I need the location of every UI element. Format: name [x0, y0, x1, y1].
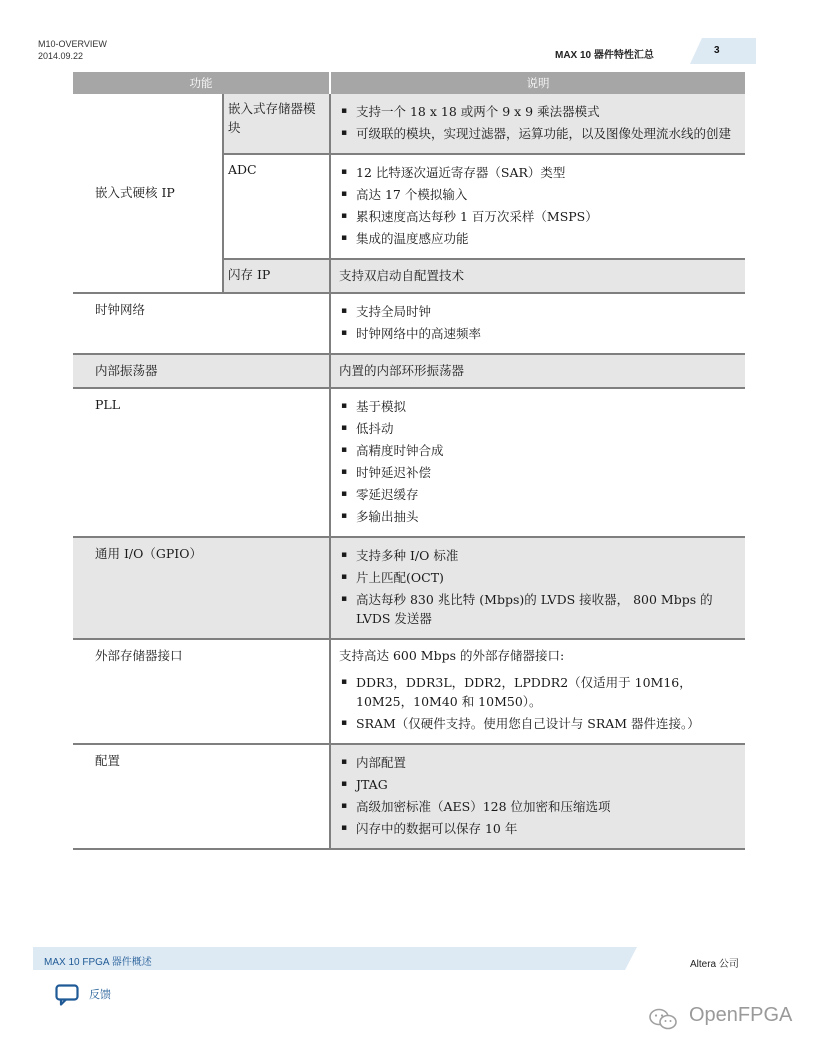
page-number-tab — [690, 38, 756, 64]
bullet-list — [339, 302, 737, 343]
list-item: ▪ JTAG — [339, 775, 737, 794]
list-item: ▪ 闪存中的数据可以保存 10 年 — [339, 819, 737, 838]
feature-hardcore-ip: 嵌入式硬核 IP — [73, 94, 223, 293]
table-header-row — [73, 72, 745, 94]
footer-company: Altera 公司 — [690, 959, 739, 970]
page-number: 3 — [714, 45, 720, 56]
list-item: ▪ 高达 17 个模拟输入 — [339, 185, 737, 204]
feature-gpio: 通用 I/O（GPIO） — [73, 537, 330, 639]
list-item: ▪ 可级联的模块，实现过滤器，运算功能，以及图像处理流水线的创建 — [339, 124, 737, 143]
list-item: ▪ 高达每秒 830 兆比特 (Mbps)的 LVDS 接收器， 800 Mbps 的 LVDS 发送器 — [339, 590, 737, 628]
list-item: ▪ 基于模拟 — [339, 397, 737, 416]
table-row — [73, 293, 745, 354]
feature-internal-oscillator: 内部振荡器 — [73, 354, 330, 388]
list-item: ▪ DDR3，DDR3L，DDR2，LPDDR2（仅适用于 10M16，10M25，10M40 和 10M50）。 — [339, 673, 737, 711]
table-row — [73, 744, 745, 849]
header-description: 说明 — [330, 72, 745, 94]
list-item: ▪ 高精度时钟合成 — [339, 441, 737, 460]
bullet-list — [339, 163, 737, 248]
bullet-list — [339, 753, 737, 838]
description-flash-ip: 支持双启动自配置技术 — [330, 259, 745, 293]
list-item: ▪ 内部配置 — [339, 753, 737, 772]
bullet-list — [339, 546, 737, 628]
feature-configuration: 配置 — [73, 744, 330, 849]
header-feature: 功能 — [73, 72, 330, 94]
feedback-link[interactable]: 反馈 — [89, 989, 111, 1001]
list-item: ▪ 集成的温度感应功能 — [339, 229, 737, 248]
table-row — [73, 94, 745, 154]
subfeature-adc: ADC — [223, 154, 330, 259]
description-gpio — [330, 537, 745, 639]
list-item: ▪ 时钟延迟补偿 — [339, 463, 737, 482]
list-item: ▪ 支持多种 I/O 标准 — [339, 546, 737, 565]
description-pll — [330, 388, 745, 537]
subfeature-embedded-memory: 嵌入式存储器模块 — [223, 94, 330, 154]
bullet-list — [339, 397, 737, 526]
footer-document-title: MAX 10 FPGA 器件概述 — [44, 957, 152, 968]
list-item: ▪ 零延迟缓存 — [339, 485, 737, 504]
list-item: ▪ SRAM（仅硬件支持。使用您自己设计与 SRAM 器件连接。） — [339, 714, 737, 733]
list-item: ▪ 累积速度高达每秒 1 百万次采样（MSPS） — [339, 207, 737, 226]
document-id: M10-OVERVIEW — [38, 39, 107, 49]
list-item: ▪ 12 比特逐次逼近寄存器（SAR）类型 — [339, 163, 737, 182]
list-item: ▪ 片上匹配(OCT) — [339, 568, 737, 587]
description-internal-oscillator: 内置的内部环形振荡器 — [330, 354, 745, 388]
document-id-block — [38, 38, 107, 62]
feedback-icon[interactable] — [55, 984, 79, 1006]
list-item: ▪ 支持全局时钟 — [339, 302, 737, 321]
table-row — [73, 537, 745, 639]
table-row — [73, 388, 745, 537]
memory-note: 支持高达 600 Mbps 的外部存储器接口: — [339, 648, 565, 663]
document-date: 2014.09.22 — [38, 51, 84, 61]
list-item: ▪ 多输出抽头 — [339, 507, 737, 526]
list-item: ▪ 时钟网络中的高速频率 — [339, 324, 737, 343]
description-embedded-memory — [330, 94, 745, 154]
list-item: ▪ 高级加密标准（AES）128 位加密和压缩选项 — [339, 797, 737, 816]
list-item: ▪ 低抖动 — [339, 419, 737, 438]
watermark-text: OpenFPGA — [689, 1004, 793, 1026]
table-row — [73, 639, 745, 744]
feature-table — [73, 72, 745, 850]
description-configuration — [330, 744, 745, 849]
list-item: ▪ 支持一个 18 x 18 或两个 9 x 9 乘法器模式 — [339, 102, 737, 121]
description-clock-network — [330, 293, 745, 354]
bullet-list — [339, 673, 737, 733]
bullet-list — [339, 102, 737, 143]
description-adc — [330, 154, 745, 259]
feature-clock-network: 时钟网络 — [73, 293, 330, 354]
wechat-icon — [648, 1007, 678, 1031]
description-external-memory — [330, 639, 745, 744]
table-row — [73, 354, 745, 388]
feature-external-memory: 外部存储器接口 — [73, 639, 330, 744]
feature-pll: PLL — [73, 388, 330, 537]
page-header-title: MAX 10 器件特性汇总 — [555, 50, 654, 61]
subfeature-flash-ip: 闪存 IP — [223, 259, 330, 293]
